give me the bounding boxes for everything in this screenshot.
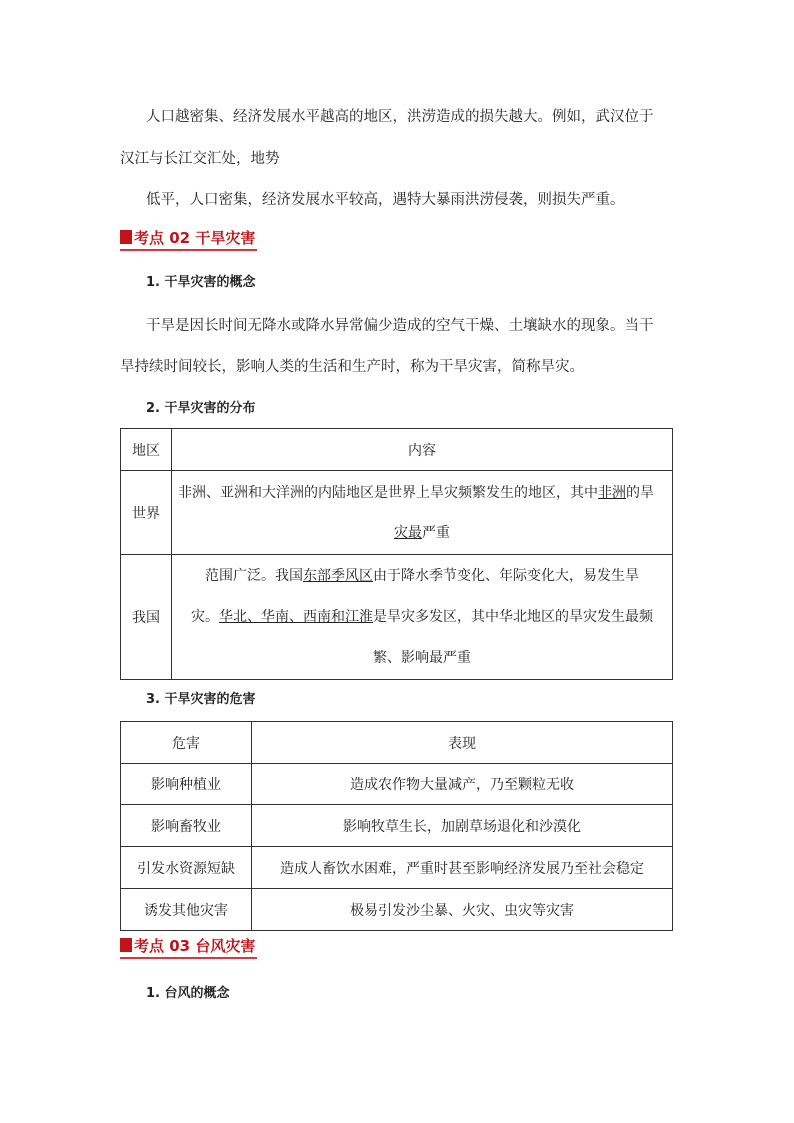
header-region: 地区: [121, 429, 172, 471]
section-02-title: 考点 02 干旱灾害: [134, 228, 256, 247]
china-text-underlined-1: 东部季风区: [303, 567, 373, 584]
china-text-underlined-2: 华北、华南、西南和江淮: [219, 608, 373, 625]
intro-line-2: 汉江与长江交汇处，地势: [120, 151, 280, 167]
effect-cell: 造成农作物大量减产，乃至颗粒无收: [252, 764, 673, 805]
section-03-title: 考点 03 台风灾害: [134, 936, 256, 955]
table-row: [121, 889, 673, 931]
world-text-c: 的旱: [626, 484, 654, 501]
drought-distribution-heading: 2. 干旱灾害的分布: [146, 401, 256, 416]
drought-concept-heading: 1. 干旱灾害的概念: [146, 275, 256, 290]
content-world: [172, 471, 673, 555]
harm-cell: 影响种植业: [121, 764, 252, 805]
section-02-heading: [120, 225, 257, 251]
harm-cell: 影响畜牧业: [121, 805, 252, 847]
heading-marker-icon: [120, 230, 132, 244]
table-header-row: [121, 722, 673, 764]
region-world: 世界: [121, 471, 172, 555]
heading-marker-icon: [120, 938, 132, 952]
drought-concept-line-2: 旱持续时间较长，影响人类的生活和生产时，称为干旱灾害，简称旱灾。: [120, 359, 584, 375]
china-text-d: 灾。: [191, 608, 219, 625]
header-harm: 危害: [121, 722, 252, 764]
effect-cell: 影响牧草生长，加剧草场退化和沙漠化: [252, 805, 673, 847]
effect-cell: 极易引发沙尘暴、火灾、虫灾等灾害: [252, 889, 673, 931]
world-line-1: [178, 473, 666, 513]
table-row-china: [121, 555, 673, 680]
world-text-d: 严重: [422, 524, 450, 541]
china-text-a: 范围广泛。我国: [205, 567, 303, 584]
header-content: 内容: [172, 429, 673, 471]
content-china: [172, 555, 673, 680]
table-row: [121, 764, 673, 805]
header-effect: 表现: [252, 722, 673, 764]
world-text-underlined: 非洲: [598, 484, 626, 501]
world-line-2: [178, 513, 666, 553]
typhoon-concept-heading: 1. 台风的概念: [146, 986, 230, 1001]
drought-distribution-table: [120, 428, 673, 680]
table-header-row: [121, 429, 673, 471]
table-row: [121, 847, 673, 889]
region-china: 我国: [121, 555, 172, 680]
effect-cell: 造成人畜饮水困难，严重时甚至影响经济发展乃至社会稳定: [252, 847, 673, 889]
intro-line-3: 低平，人口密集，经济发展水平较高，遇特大暴雨洪涝侵袭，则损失严重。: [146, 192, 625, 208]
table-row: [121, 805, 673, 847]
china-text-c: 由于降水季节变化、年际变化大，易发生旱: [373, 567, 639, 584]
intro-line-1: 人口越密集、经济发展水平越高的地区，洪涝造成的损失越大。例如，武汉位于: [146, 109, 654, 125]
table-row-world: [121, 471, 673, 555]
harm-cell: 引发水资源短缺: [121, 847, 252, 889]
china-text-e: 是旱灾多发区，其中华北地区的旱灾发生最频: [373, 608, 653, 625]
world-text-a: 非洲、亚洲和大洋洲的内陆地区是世界上旱灾频繁发生的地区，其中: [178, 484, 598, 501]
harm-cell: 诱发其他灾害: [121, 889, 252, 931]
section-03-heading: [120, 933, 257, 959]
world-text-underlined-2: 灾最: [394, 524, 422, 541]
china-line-3: 繁、影响最严重: [373, 649, 471, 666]
drought-concept-line-1: 干旱是因长时间无降水或降水异常偏少造成的空气干燥、土壤缺水的现象。当干: [146, 318, 654, 334]
drought-harm-table: [120, 721, 673, 931]
china-line-2: [178, 597, 666, 638]
drought-harm-heading: 3. 干旱灾害的危害: [146, 692, 256, 707]
china-line-1: [178, 556, 666, 597]
